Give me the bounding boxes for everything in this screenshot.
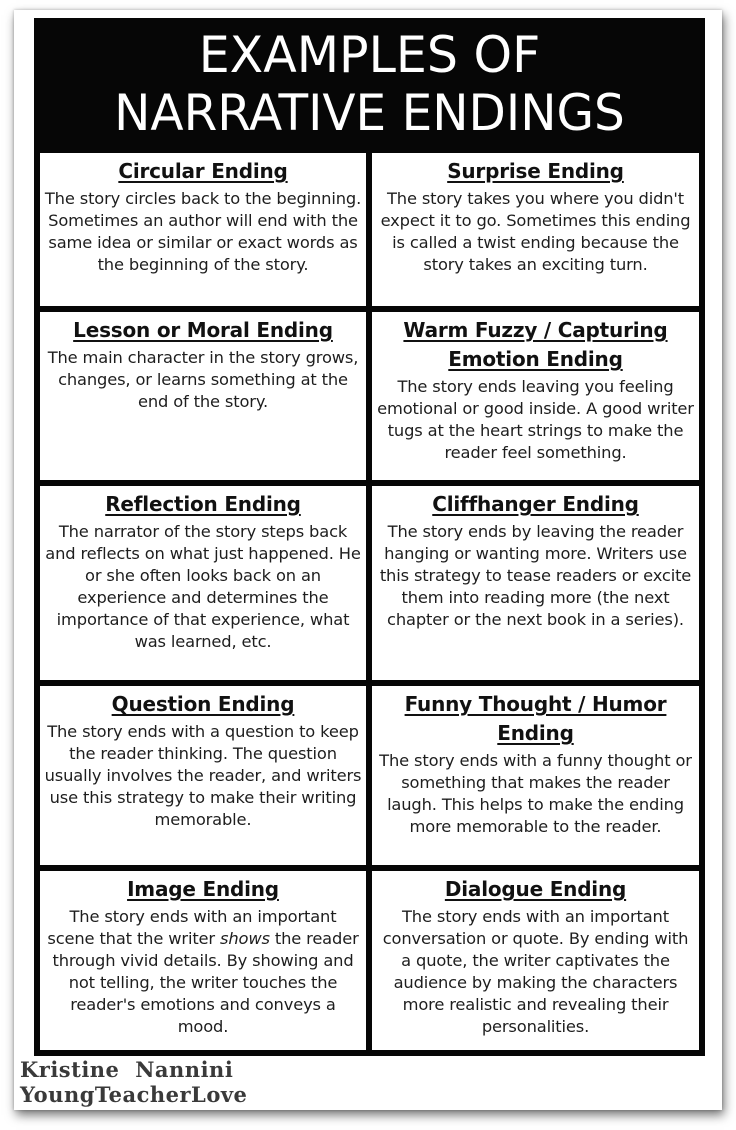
poster-title-line-2: NARRATIVE ENDINGS [114, 84, 625, 142]
ending-description: The story circles back to the beginning. Sometimes an author will end with the same idea or similar or exact words as the beginning of the story. [44, 189, 362, 274]
ending-title: Question Ending [111, 692, 295, 716]
ending-title: Surprise Ending [447, 159, 624, 183]
ending-description-part: the reader through vivid details. By showing and not telling, the writer touches the reader's emotions and conveys a mood. [52, 929, 359, 1036]
ending-card-cliffhanger [372, 486, 699, 680]
ending-description: The story ends with a question to keep the reader thinking. The question usually involves the reader, and writers use this strategy to make their writing memorable. [44, 722, 362, 829]
ending-title: Dialogue Ending [444, 877, 627, 901]
ending-description: The story ends with a funny thought or something that makes the reader laugh. This helps to make the ending more memorable to the reader. [379, 751, 692, 836]
ending-title: Image Ending [127, 877, 279, 901]
ending-title: Funny Thought / Humor Ending [404, 692, 667, 745]
ending-description: The narrator of the story steps back and reflects on what just happened. He or she often looks back on an experience and determines the importance of that experience, what was learned, etc. [45, 522, 361, 651]
ending-description [44, 906, 362, 1038]
ending-card-lesson-moral [40, 312, 366, 480]
ending-title: Lesson or Moral Ending [73, 318, 333, 342]
ending-card-surprise [372, 153, 699, 306]
ending-card-question [40, 686, 366, 865]
credit-brand: YoungTeacherLove [20, 1082, 248, 1107]
poster-header [34, 18, 705, 148]
ending-title: Cliffhanger Ending [432, 492, 639, 516]
ending-card-warm-fuzzy [372, 312, 699, 480]
ending-description: The main character in the story grows, changes, or learns something at the end of the story. [47, 348, 359, 411]
ending-description: The story ends leaving you feeling emotional or good inside. A good writer tugs at the heart strings to make the reader feel something. [377, 377, 694, 462]
ending-title: Warm Fuzzy / Capturing Emotion Ending [403, 318, 668, 371]
credit-author: Kristine Nannini [20, 1057, 234, 1082]
poster-title-line-1: EXAMPLES OF [198, 26, 541, 84]
ending-card-reflection [40, 486, 366, 680]
ending-card-image [40, 871, 366, 1050]
ending-description: The story ends by leaving the reader hanging or wanting more. Writers use this strategy to tease readers or excite them into reading more (the next chapter or the next book in a series). [379, 522, 692, 629]
ending-description: The story takes you where you didn't expect it to go. Sometimes this ending is called a twist ending because the story takes an exciting turn. [380, 189, 691, 274]
ending-description-part: The story ends with an important scene that the writer [47, 907, 337, 948]
ending-card-funny-thought [372, 686, 699, 865]
ending-card-circular [40, 153, 366, 306]
ending-title: Circular Ending [118, 159, 288, 183]
ending-description: The story ends with an important conversation or quote. By ending with a quote, the writer captivates the audience by making the characters more realistic and revealing their personalities. [382, 907, 689, 1036]
endings-grid [34, 147, 705, 1056]
ending-title: Reflection Ending [105, 492, 301, 516]
ending-card-dialogue [372, 871, 699, 1050]
ending-description-emphasis: shows [220, 929, 270, 948]
